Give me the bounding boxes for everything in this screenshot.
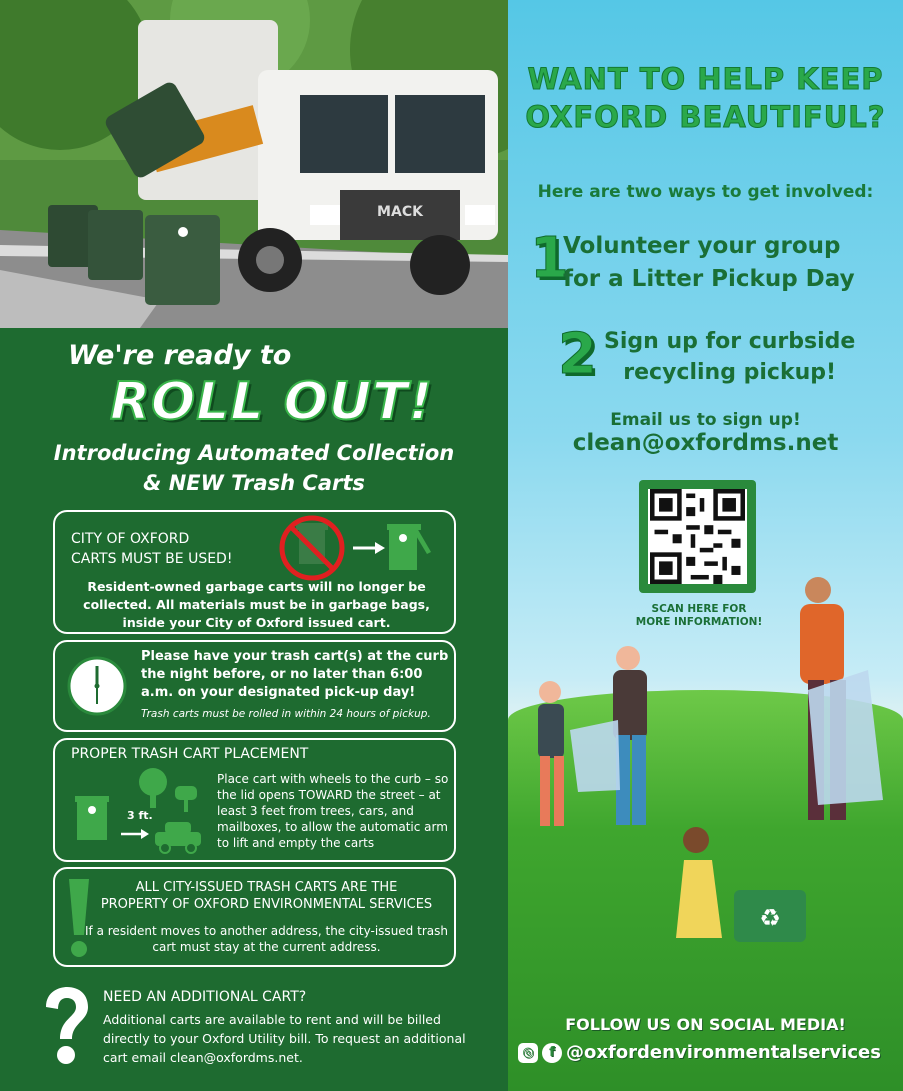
box-city-carts-title-line-1: CITY OF OXFORD (71, 531, 190, 547)
arrow-icon (353, 542, 385, 554)
right-panel (508, 0, 903, 1091)
additional-cart-title: NEED AN ADDITIONAL CART? (103, 989, 307, 1005)
cart-rule-illustration (277, 514, 447, 584)
intro-heading (0, 438, 508, 498)
box-pickup-time-note: Trash carts must be rolled in within 24 hours of pickup. (141, 708, 431, 720)
box-city-carts-title-line-2: CARTS MUST BE USED! (71, 551, 233, 567)
help-headline-line-2: OXFORD BEAUTIFUL? (525, 100, 886, 134)
box-property-title-line-1: ALL CITY-ISSUED TRASH CARTS ARE THE (135, 880, 398, 895)
box-property (53, 867, 456, 967)
intro-line-2: & NEW Trash Carts (143, 471, 365, 495)
clock-icon (67, 656, 127, 716)
mailbox-icon (175, 786, 197, 812)
question-icon (40, 985, 92, 1067)
box-pickup-time (53, 640, 456, 732)
step-1-text (563, 230, 855, 296)
garbage-truck-photo (0, 0, 508, 328)
facebook-icon[interactable]: f (542, 1043, 562, 1063)
box-property-body: If a resident moves to another address, the city-issued trash cart must stay at the current address. (85, 924, 448, 954)
svg-text:♻: ♻ (759, 904, 781, 932)
box-city-carts-title (71, 529, 232, 569)
step-1-number: 1 (530, 226, 569, 291)
distance-label: 3 ft. (127, 809, 153, 822)
step-1-line-1: Volunteer your group (563, 233, 841, 259)
step-2-line-2: recycling pickup! (623, 360, 837, 385)
intro-line-1: Introducing Automated Collection (53, 441, 455, 465)
email-title: Email us to sign up! (610, 410, 801, 430)
car-icon (155, 822, 201, 853)
help-headline-line-1: WANT TO HELP KEEP (527, 62, 884, 96)
truck-brand: MACK (377, 204, 423, 220)
ready-text: We're ready to (68, 340, 292, 371)
box-cart-placement-body: Place cart with wheels to the curb – so the lid opens TOWARD the street – at least 3 feet from trees, cars, and mailboxes, to allow the automatic arm to lift and empty the carts (217, 772, 449, 850)
social-handle-row[interactable] (518, 1042, 881, 1063)
city-cart-icon (387, 524, 431, 570)
help-headline (508, 60, 903, 136)
box-cart-placement (53, 738, 456, 862)
email-link[interactable]: clean@oxfordms.net (572, 430, 839, 456)
ways-subhead: Here are two ways to get involved: (537, 182, 874, 202)
scan-caption-line-1: SCAN HERE FOR (651, 603, 747, 615)
arrow-icon (121, 829, 149, 839)
roll-out-heading: ROLL OUT! (110, 372, 434, 432)
no-cart-icon (282, 518, 342, 578)
social-handle[interactable]: @oxfordenvironmentalservices (566, 1042, 881, 1063)
scan-caption-line-2: MORE INFORMATION! (635, 616, 763, 628)
follow-heading: FOLLOW US ON SOCIAL MEDIA! (565, 1015, 846, 1034)
box-cart-placement-title: PROPER TRASH CART PLACEMENT (71, 746, 309, 762)
city-cart-icon (75, 796, 109, 840)
step-2-text (604, 326, 855, 388)
volunteers-illustration (508, 570, 903, 990)
step-1-line-2: for a Litter Pickup Day (563, 266, 855, 292)
box-city-carts (53, 510, 456, 634)
box-pickup-time-body: Please have your trash cart(s) at the curb the night before, or no later than 6:00 a.m. on your designated pick-up day! (141, 649, 449, 700)
box-property-title (85, 879, 448, 913)
additional-cart-body: Additional carts are available to rent and will be billed directly to your Oxford Utility bill. To request an additional cart email clean@oxfordms.net. (103, 1012, 466, 1065)
box-city-carts-body: Resident-owned garbage carts will no longer be collected. All materials must be in garbage bags, inside your City of Oxford issued cart. (83, 579, 430, 630)
step-2-number: 2 (558, 322, 597, 387)
tree-icon (139, 768, 167, 808)
instagram-icon[interactable]: ◎ (518, 1043, 538, 1063)
step-2-line-1: Sign up for curbside (604, 329, 856, 354)
box-property-title-line-2: PROPERTY OF OXFORD ENVIRONMENTAL SERVICES (100, 897, 433, 912)
